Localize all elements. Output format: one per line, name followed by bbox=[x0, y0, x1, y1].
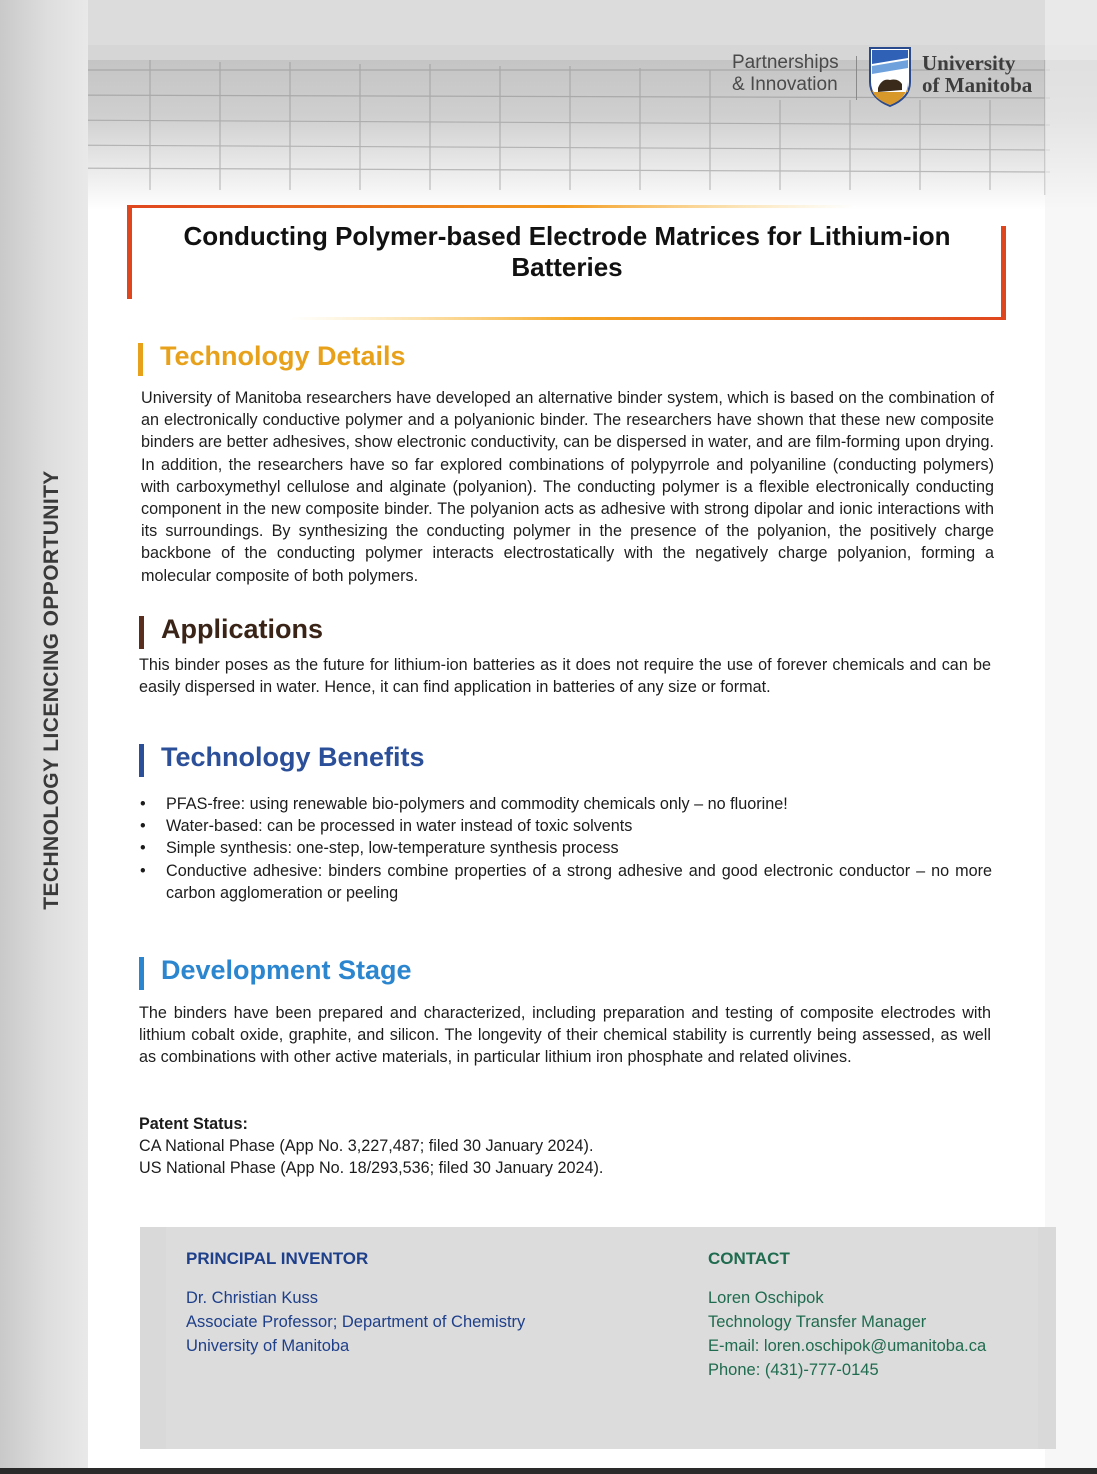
list-item: • PFAS-free: using renewable bio-polymers and commodity chemicals only – no fluorine! bbox=[140, 795, 788, 813]
header-logo bbox=[720, 34, 1040, 114]
section-bar bbox=[139, 616, 144, 649]
benefits-list bbox=[140, 793, 992, 904]
contact-name: Loren Oschipok bbox=[708, 1289, 824, 1307]
principal-inventor-heading: PRINCIPAL INVENTOR bbox=[186, 1249, 369, 1268]
development-stage-text: The binders have been prepared and characterized, including preparation and testing of composite electrodes with lithium cobalt oxide, graphite, and silicon. The longevity of their chemical stability is currently being assessed, as well as combinations with other active materials, in particular lithium iron phosphate and related olivines. bbox=[139, 1004, 991, 1067]
section-heading-applications: Applications bbox=[139, 614, 323, 645]
list-item: • Simple synthesis: one-step, low-temperature synthesis process bbox=[140, 839, 619, 858]
university-wordmark: University of Manitoba bbox=[922, 51, 1033, 97]
section-heading-development-stage: Development Stage bbox=[139, 955, 412, 986]
patent-line-us: US National Phase (App No. 18/293,536; filed 30 January 2024). bbox=[139, 1159, 604, 1178]
side-banner bbox=[0, 0, 88, 1474]
section-heading-technology-details: Technology Details bbox=[138, 341, 406, 372]
inventor-affiliation: University of Manitoba bbox=[186, 1337, 350, 1355]
footer-panel bbox=[140, 1227, 1056, 1449]
section-bar bbox=[138, 343, 143, 376]
page-title: Conducting Polymer-based Electrode Matrices for Lithium-ion Batteries bbox=[183, 221, 951, 282]
logo-divider bbox=[856, 56, 857, 100]
partnerships-innovation-wordmark: Partnerships & Innovation bbox=[732, 52, 839, 95]
patent-line-ca: CA National Phase (App No. 3,227,487; filed 30 January 2024). bbox=[139, 1137, 594, 1156]
section-bar bbox=[139, 957, 144, 990]
bottom-edge bbox=[0, 1468, 1097, 1474]
applications-text: This binder poses as the future for lithium-ion batteries as it does not require the use of forever chemicals and can be easily dispersed in water. Hence, it can find application in batteries of any size or format. bbox=[139, 656, 991, 697]
section-bar bbox=[139, 744, 144, 777]
inventor-name: Dr. Christian Kuss bbox=[186, 1289, 319, 1307]
patent-status bbox=[139, 1113, 603, 1180]
contact-phone: Phone: (431)-777-0145 bbox=[708, 1361, 879, 1379]
university-shield-icon bbox=[868, 44, 912, 108]
list-item: • Water-based: can be processed in water instead of toxic solvents bbox=[140, 817, 633, 836]
patent-status-heading: Patent Status: bbox=[139, 1115, 248, 1133]
footer-inner bbox=[166, 1227, 1038, 1449]
side-banner-label: TECHNOLOGY LICENCING OPPORTUNITY bbox=[40, 470, 63, 910]
title-frame bbox=[128, 203, 1006, 319]
list-item: • Conductive adhesive: binders combine properties of a strong adhesive and good electronic conductor – no more carbon agglomeration or peeling bbox=[140, 861, 992, 902]
contact-title: Technology Transfer Manager bbox=[708, 1313, 927, 1331]
contact-heading: CONTACT bbox=[708, 1249, 790, 1268]
technology-details-text: University of Manitoba researchers have developed an alternative binder system, which is based on the combination of an electronically conductive polymer and a polyanionic binder. The researchers have shown that these new composite binders are better adhesives, show electronic conductivity, can be dispersed in water, and are film-forming upon drying. In addition, the researchers have so far explored combinations of polypyrrole and polyaniline (conducting polymers) with carboxymethyl cellulose and alginate (polyanion). The conducting polymer is a flexible electronically conducting component in the new composite binder. The polyanion acts as adhesive with strong dipolar and ionic interactions with its surroundings. By synthesizing the conducting polymer in the presence of the polyanion, the positively charge backbone of the conducting polymer interacts electrostatically with the negatively charge polyanion, forming a molecular composite of both polymers. bbox=[141, 389, 994, 585]
section-heading-technology-benefits: Technology Benefits bbox=[139, 742, 425, 773]
inventor-title: Associate Professor; Department of Chemistry bbox=[186, 1313, 526, 1331]
contact-email-link[interactable]: E-mail: loren.oschipok@umanitoba.ca bbox=[708, 1337, 987, 1355]
